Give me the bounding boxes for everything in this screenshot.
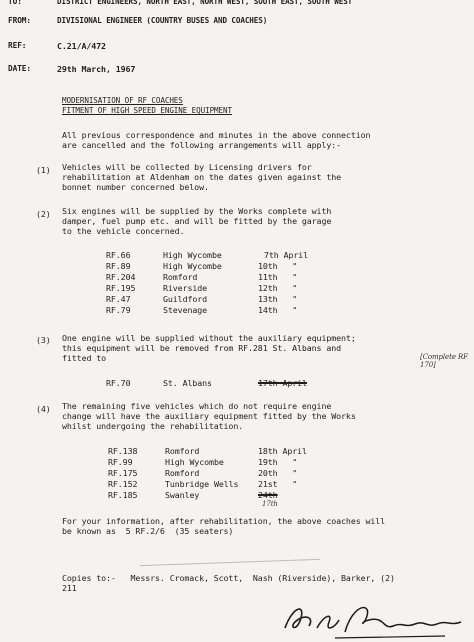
item-4-line-2: change will have the auxiliary equipment fitted by the Works bbox=[62, 411, 356, 421]
table-row-date: 12th " bbox=[258, 283, 298, 293]
item-1-number: (1) bbox=[36, 165, 51, 175]
table-row-fleet: RF.99 bbox=[108, 457, 133, 467]
table-row-fleet: RF.175 bbox=[108, 468, 138, 478]
stray-pencil-line bbox=[140, 559, 320, 566]
item-2-number: (2) bbox=[36, 209, 51, 219]
item-2-line-3: to the vehicle concerned. bbox=[62, 226, 185, 236]
item-3-date-struck: 17th April bbox=[258, 378, 307, 388]
table-row-date: 10th " bbox=[258, 261, 298, 271]
table-row-garage: High Wycombe bbox=[163, 250, 222, 260]
table-row-fleet: RF.204 bbox=[106, 272, 136, 282]
table-row-date: 11th " bbox=[258, 272, 298, 282]
intro-line-1: All previous correspondence and minutes in the above connection bbox=[62, 130, 371, 140]
item-3-line-2: this equipment will be removed from RF.281 St. Albans and bbox=[62, 343, 342, 353]
item-4-line-1: The remaining five vehicles which do not require engine bbox=[62, 401, 332, 411]
table-row-fleet: RF.138 bbox=[108, 446, 138, 456]
closing-line-2: be known as 5 RF.2/6 (35 seaters) bbox=[62, 526, 234, 536]
table-row-date: 19th " bbox=[258, 457, 298, 467]
item-1-line-3: bonnet number concerned below. bbox=[62, 182, 209, 192]
item-2-line-1: Six engines will be supplied by the Works complete with bbox=[62, 206, 332, 216]
item-3-line-1: One engine will be supplied without the auxiliary equipment; bbox=[62, 333, 356, 343]
table-row-garage: High Wycombe bbox=[165, 457, 224, 467]
handwritten-date-correction: 17th bbox=[262, 500, 278, 508]
table-row-garage: Romford bbox=[165, 446, 200, 456]
item-3-fleet: RF.70 bbox=[106, 378, 131, 388]
table-row-garage: Riverside bbox=[163, 283, 208, 293]
item-3-garage: St. Albans bbox=[163, 378, 212, 388]
item-1-line-2: rehabilitation at Aldenham on the dates given against the bbox=[62, 172, 342, 182]
handwritten-signature bbox=[275, 598, 465, 642]
table-row-fleet: RF.79 bbox=[106, 305, 131, 315]
table-row-garage: Romford bbox=[165, 468, 200, 478]
table-row-date: 14th " bbox=[258, 305, 298, 315]
table-row-fleet: RF.152 bbox=[108, 479, 138, 489]
item-3-line-3: fitted to bbox=[62, 353, 107, 363]
table-row-garage: Guildford bbox=[163, 294, 208, 304]
table-row-fleet: RF.89 bbox=[106, 261, 131, 271]
copies-line-2: 211 bbox=[62, 583, 77, 593]
intro-line-2: are cancelled and the following arrangements will apply:- bbox=[62, 140, 342, 150]
item-4-number: (4) bbox=[36, 404, 51, 414]
table-row-fleet: RF.185 bbox=[108, 490, 138, 500]
table-row-garage: Tunbridge Wells bbox=[165, 479, 239, 489]
table-row-fleet: RF.195 bbox=[106, 283, 136, 293]
from-value: DIVISIONAL ENGINEER (COUNTRY BUSES AND COACHES) bbox=[57, 16, 268, 25]
table-row-date-struck: 24th bbox=[258, 490, 278, 500]
table-row-fleet: RF.66 bbox=[106, 250, 131, 260]
ref-value: C.21/A/472 bbox=[57, 41, 106, 51]
table-row-garage: High Wycombe bbox=[163, 261, 222, 271]
item-4-line-3: whilst undergoing the rehabilitation. bbox=[62, 421, 244, 431]
subject-line-2: FITMENT OF HIGH SPEED ENGINE EQUIPMENT bbox=[62, 106, 232, 115]
table-row-date: 20th " bbox=[258, 468, 298, 478]
ref-label: REF: bbox=[8, 41, 27, 50]
copies-line-1: Copies to:- Messrs. Cromack, Scott, Nash (Riverside), Barker, (2) bbox=[62, 573, 395, 583]
table-row-garage: Swanley bbox=[165, 490, 200, 500]
to-label: TO: bbox=[8, 0, 22, 6]
table-row-garage: Stevenage bbox=[163, 305, 208, 315]
table-row-garage: Romford bbox=[163, 272, 198, 282]
item-3-number: (3) bbox=[36, 335, 51, 345]
table-row-fleet: RF.47 bbox=[106, 294, 131, 304]
table-row-date: 18th April bbox=[258, 446, 307, 456]
table-row-date: 7th April bbox=[264, 250, 309, 260]
table-row-date: 21st " bbox=[258, 479, 298, 489]
table-row-date: 13th " bbox=[258, 294, 298, 304]
from-label: FROM: bbox=[8, 16, 31, 25]
subject-line-1: MODERNISATION OF RF COACHES bbox=[62, 96, 183, 105]
date-label: DATE: bbox=[8, 64, 31, 73]
date-value: 29th March, 1967 bbox=[57, 64, 136, 74]
item-1-line-1: Vehicles will be collected by Licensing drivers for bbox=[62, 162, 312, 172]
handwritten-margin-note: [Complete RF 170] bbox=[420, 353, 468, 369]
item-2-line-2: damper, fuel pump etc. and will be fitted by the garage bbox=[62, 216, 332, 226]
closing-line-1: For your information, after rehabilitation, the above coaches will bbox=[62, 516, 386, 526]
to-value: DISTRICT ENGINEERS, NORTH EAST, NORTH WEST, SOUTH EAST, SOUTH WEST bbox=[57, 0, 353, 6]
